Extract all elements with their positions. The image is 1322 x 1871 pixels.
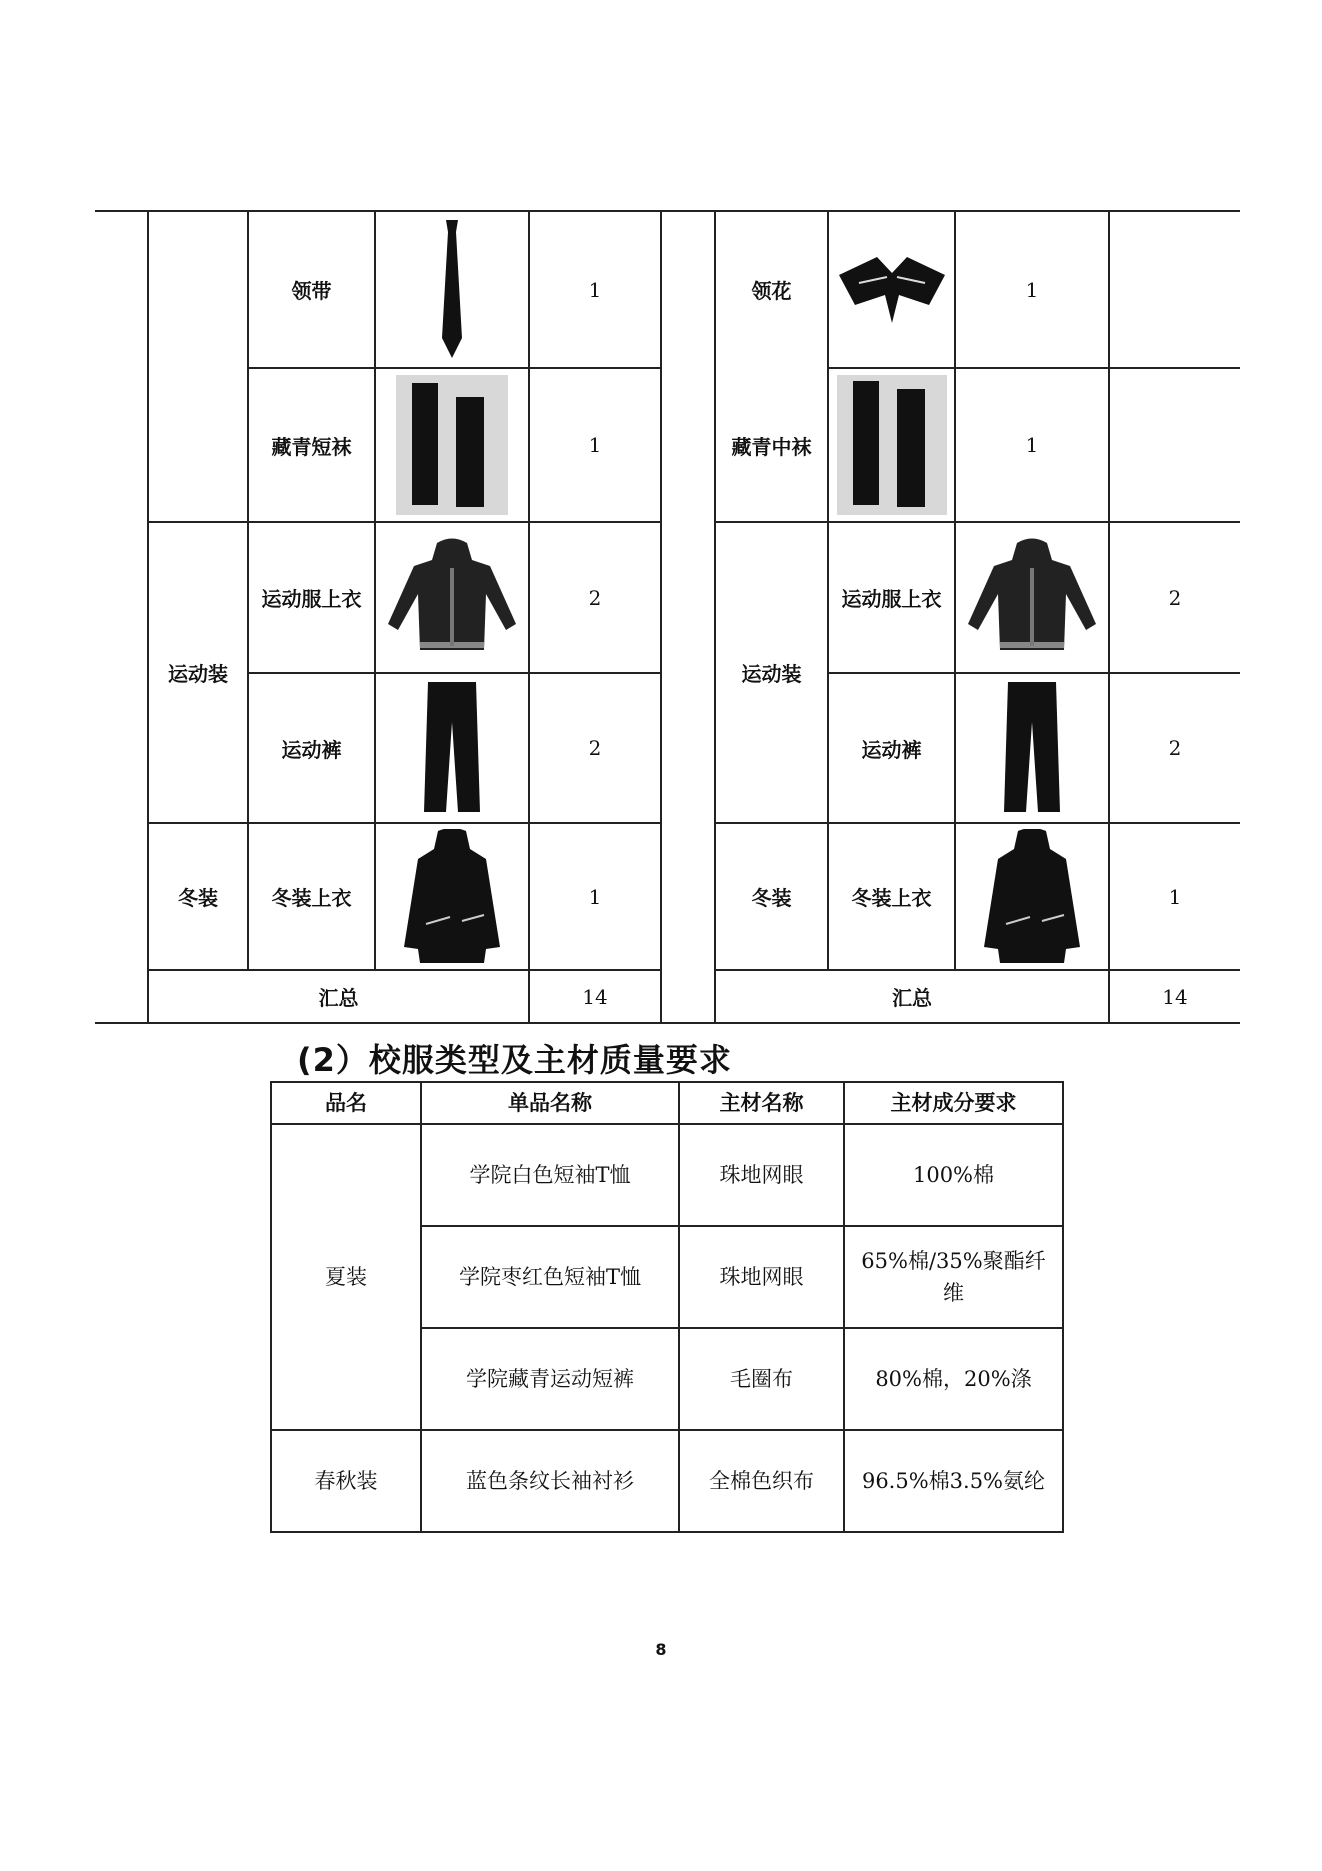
right-item-winter-coat: 冬装上衣: [851, 886, 932, 910]
header-composition: 主材成分要求: [844, 1082, 1063, 1124]
right-category-winter: 冬装: [751, 886, 792, 910]
right-category-sportswear: 运动装: [741, 662, 802, 686]
track-jacket-icon: [376, 523, 528, 672]
right-item-bow: 领花: [751, 279, 792, 303]
left-qty-socks: 1: [588, 433, 602, 457]
item-name: 蓝色条纹长袖衬衫: [421, 1430, 679, 1532]
track-jacket-icon: [956, 523, 1108, 672]
item-name: 学院藏青运动短裤: [421, 1328, 679, 1430]
right-qty-track-pants: 2: [1168, 736, 1182, 760]
winter-coat-icon: [956, 824, 1108, 969]
material-name: 珠地网眼: [679, 1226, 844, 1328]
winter-coat-icon: [376, 824, 528, 969]
material-name: 珠地网眼: [679, 1124, 844, 1226]
header-category: 品名: [271, 1082, 421, 1124]
right-total-value: 14: [1162, 984, 1188, 1009]
right-qty-track-jacket: 2: [1168, 585, 1182, 610]
requirements-table: [270, 1081, 1064, 1533]
left-item-tie: 领带: [291, 279, 332, 303]
table-row: [271, 1430, 1063, 1532]
right-item-track-pants: 运动裤: [861, 737, 922, 762]
track-pants-icon: [956, 674, 1108, 822]
category-summer: 夏装: [271, 1124, 421, 1430]
right-total-label: 汇总: [892, 986, 932, 1010]
tie-icon: [376, 212, 528, 367]
composition: 96.5%棉3.5%氨纶: [844, 1430, 1063, 1532]
right-item-socks: 藏青中袜: [731, 434, 812, 459]
material-name: 全棉色织布: [679, 1430, 844, 1532]
left-item-track-pants: 运动裤: [281, 737, 342, 762]
composition: 65%棉/35%聚酯纤维: [844, 1226, 1063, 1328]
table-header-row: [271, 1082, 1063, 1124]
left-total-value: 14: [582, 984, 608, 1009]
right-qty-socks: 1: [1025, 433, 1039, 457]
right-qty-winter-coat: 1: [1168, 884, 1182, 909]
item-name: 学院枣红色短袖T恤: [421, 1226, 679, 1328]
section-title: (2）校服类型及主材质量要求: [297, 1041, 732, 1079]
left-item-track-jacket: 运动服上衣: [261, 587, 362, 611]
left-total-label: 汇总: [318, 986, 359, 1010]
left-qty-winter-coat: 1: [588, 884, 602, 909]
header-material: 主材名称: [679, 1082, 844, 1124]
right-item-track-jacket: 运动服上衣: [841, 587, 942, 611]
track-pants-icon: [376, 674, 528, 822]
header-item-name: 单品名称: [421, 1082, 679, 1124]
left-category-winter: 冬装: [178, 886, 218, 910]
socks-icon: [829, 369, 954, 521]
page-number: 8: [655, 1640, 667, 1659]
bow-icon: [829, 212, 954, 367]
socks-icon: [376, 369, 528, 521]
left-qty-track-pants: 2: [588, 736, 602, 760]
left-item-socks: 藏青短袜: [271, 434, 352, 459]
left-qty-tie: 1: [588, 277, 602, 302]
table-row: [271, 1124, 1063, 1226]
left-category-sportswear: 运动装: [168, 662, 228, 686]
composition: 100%棉: [844, 1124, 1063, 1226]
right-qty-bow: 1: [1025, 277, 1039, 302]
category-spring-autumn: 春秋装: [271, 1430, 421, 1532]
composition: 80%棉，20%涤: [844, 1328, 1063, 1430]
item-name: 学院白色短袖T恤: [421, 1124, 679, 1226]
material-name: 毛圈布: [679, 1328, 844, 1430]
left-item-winter-coat: 冬装上衣: [271, 886, 352, 910]
left-qty-track-jacket: 2: [588, 585, 602, 610]
